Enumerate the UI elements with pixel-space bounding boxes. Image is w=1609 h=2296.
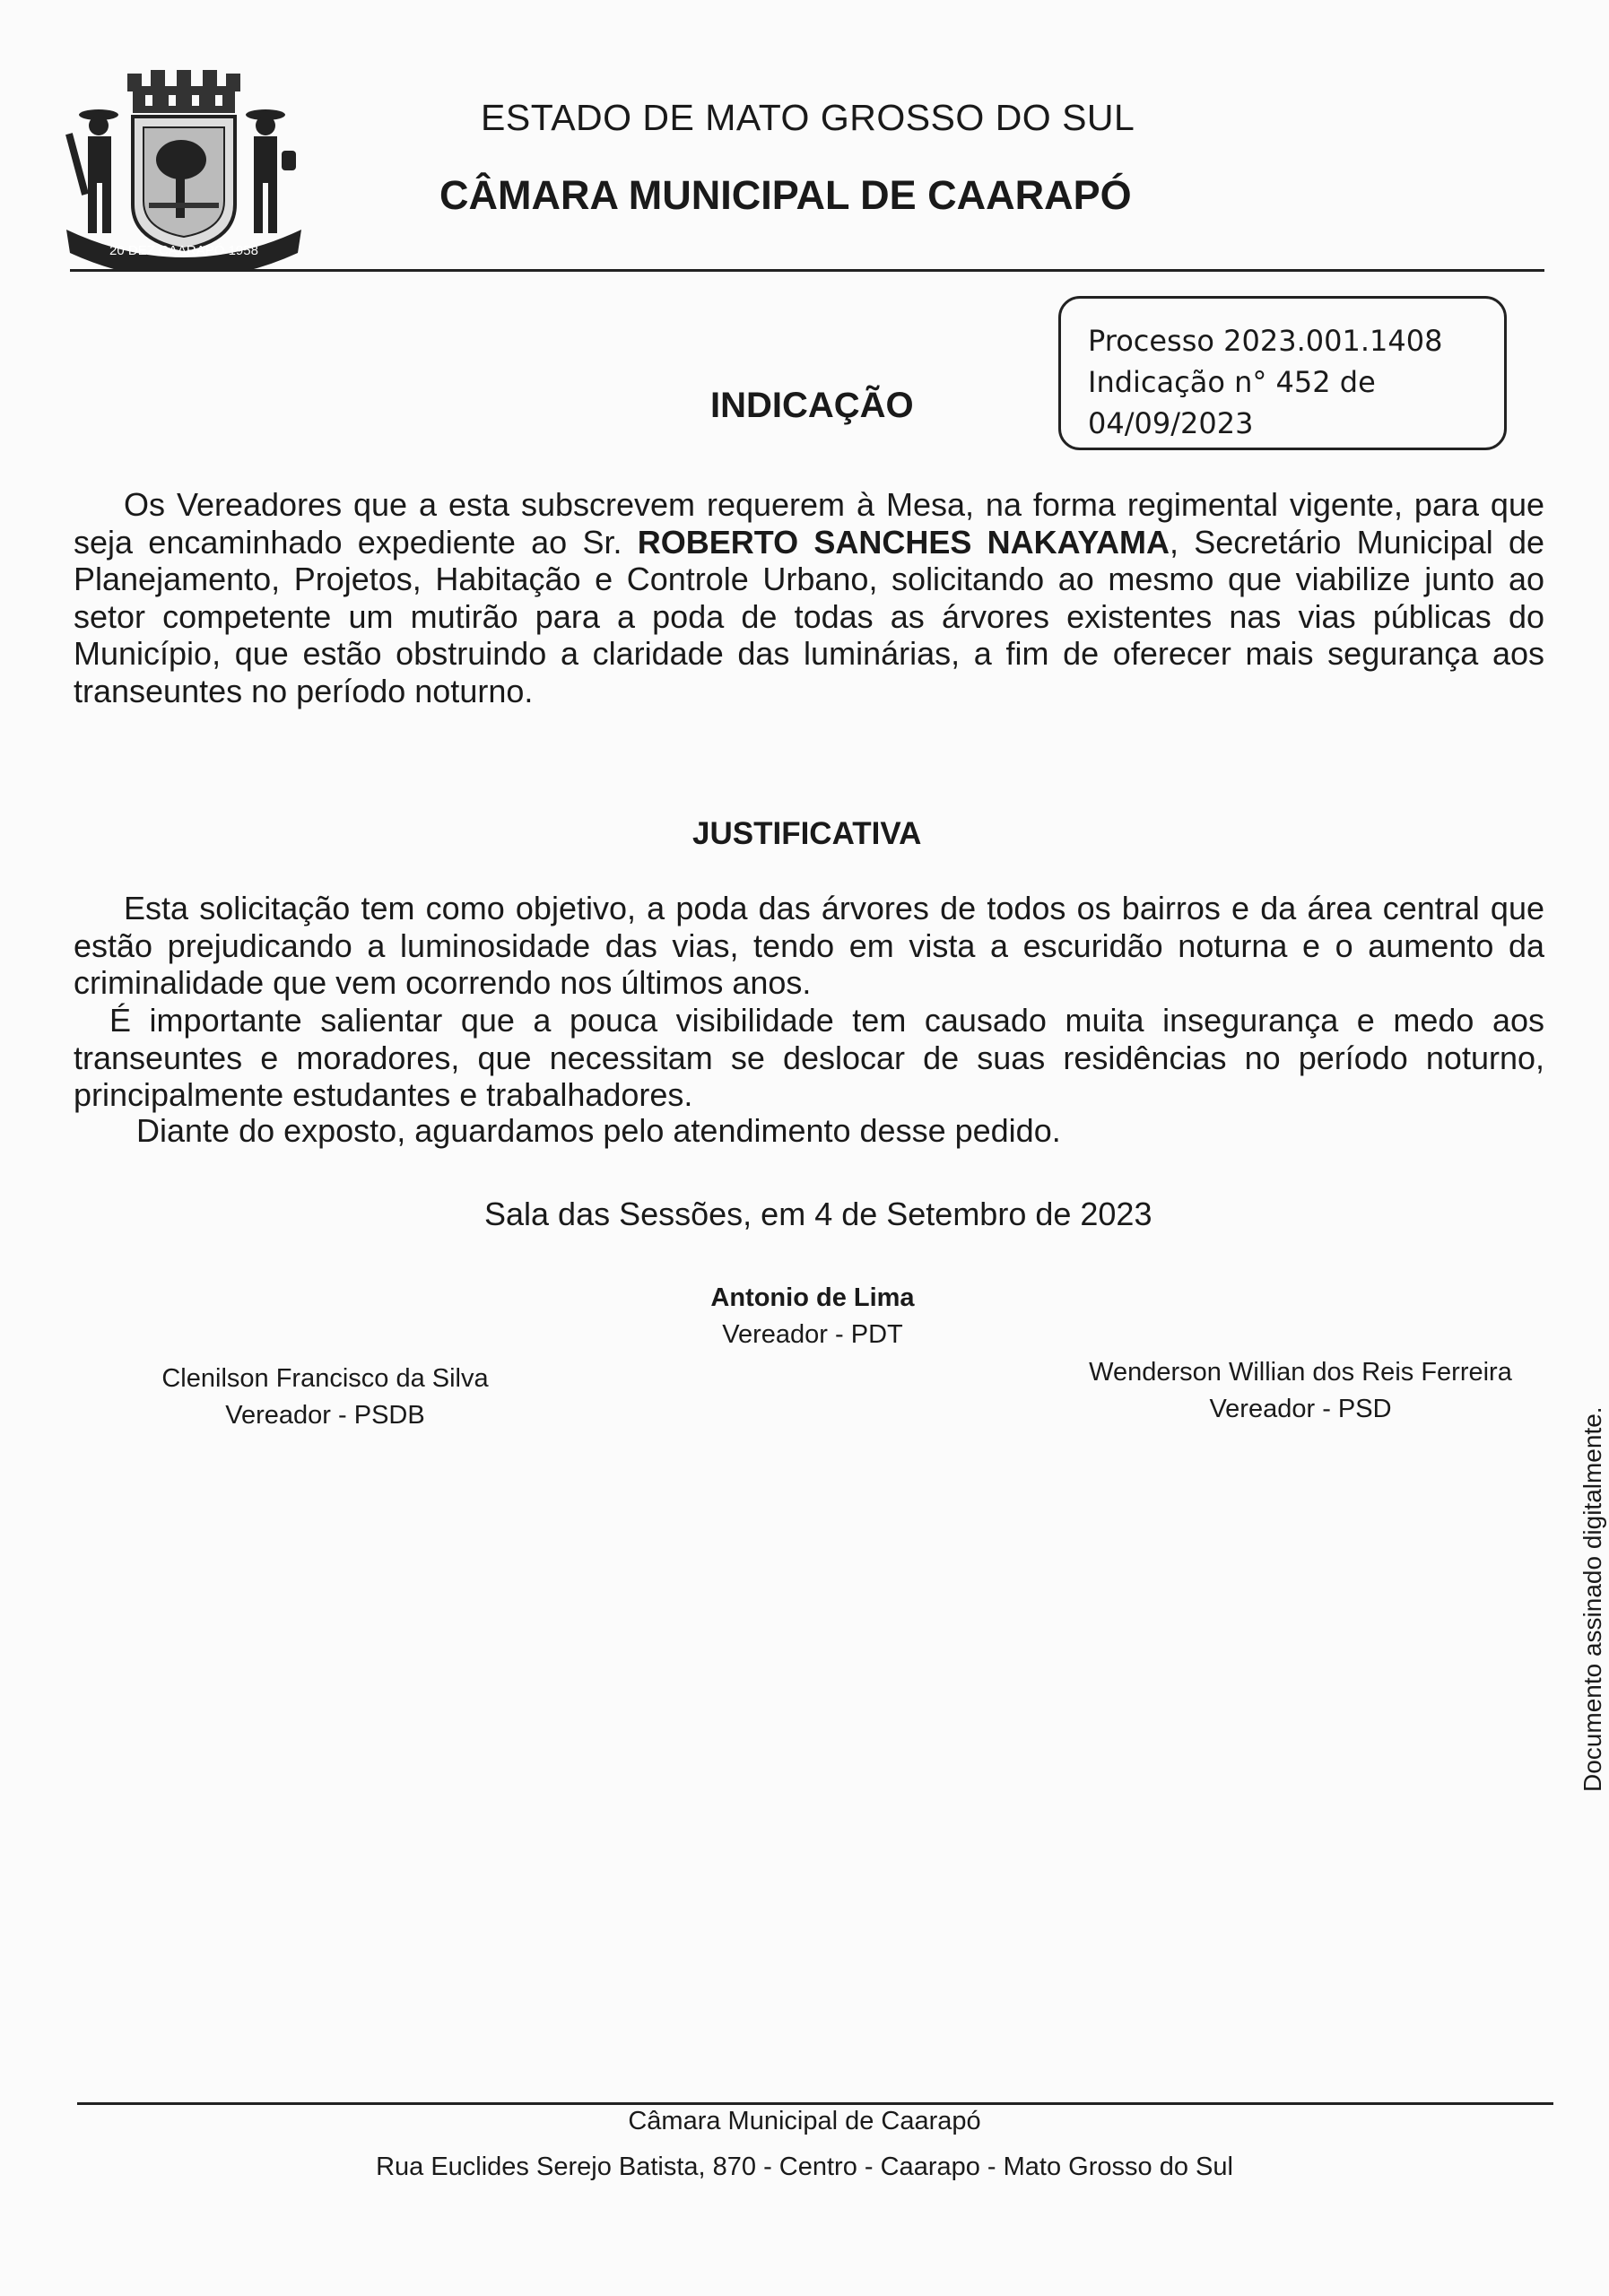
footer-divider bbox=[77, 2102, 1553, 2105]
state-heading: ESTADO DE MATO GROSSO DO SUL bbox=[481, 97, 1135, 138]
indicacao-body-start: Os Vereadores que a esta subscrevem requerem à Mesa, na forma regimental vigente, para que seja encaminhado expediente ao Sr. bbox=[74, 486, 1544, 561]
session-date-line: Sala das Sessões, em 4 de Setembro de 2023 bbox=[484, 1196, 1152, 1232]
footer-address: Rua Euclides Serejo Batista, 870 - Centro - Caarapo - Mato Grosso do Sul bbox=[376, 2152, 1233, 2181]
justificativa-paragraph-2 bbox=[74, 1002, 1544, 1114]
signature-center bbox=[633, 1280, 992, 1353]
header-divider bbox=[70, 269, 1544, 272]
signature-right-name: Wenderson Willian dos Reis Ferreira bbox=[1089, 1358, 1512, 1387]
signature-right bbox=[1049, 1354, 1552, 1428]
stamp-process-number: Processo 2023.001.1408 bbox=[1088, 324, 1443, 358]
justificativa-p3-text: Diante do exposto, aguardamos pelo atendimento desse pedido. bbox=[136, 1112, 1061, 1149]
justificativa-paragraph-1 bbox=[74, 890, 1544, 1002]
coat-of-arms-icon bbox=[63, 70, 305, 272]
chamber-heading: CÂMARA MUNICIPAL DE CAARAPÓ bbox=[439, 172, 1132, 218]
signature-left-name: Clenilson Francisco da Silva bbox=[161, 1364, 489, 1393]
crest-ribbon-text: 20 DEZ CAARAPÓ 1958 bbox=[109, 243, 258, 258]
digital-signature-note: Documento assinado digitalmente. bbox=[1579, 1406, 1606, 1792]
signature-center-role: Vereador - PDT bbox=[722, 1320, 903, 1349]
signature-left-role: Vereador - PSDB bbox=[225, 1401, 425, 1430]
signature-center-name: Antonio de Lima bbox=[710, 1283, 915, 1312]
justificativa-p2-text: É importante salientar que a pouca visibilidade tem causado muita insegurança e medo aos transeuntes e moradores, que necessitam se deslocar de suas residências no período noturno, principalmente estudantes e trabalhadores. bbox=[74, 1002, 1544, 1113]
signature-right-role: Vereador - PSD bbox=[1209, 1395, 1392, 1423]
process-stamp bbox=[1058, 296, 1507, 450]
indicacao-title: INDICAÇÃO bbox=[710, 386, 914, 425]
footer-institution: Câmara Municipal de Caarapó bbox=[628, 2107, 981, 2135]
stamp-indicacao-number: Indicação n° 452 de bbox=[1088, 365, 1376, 399]
indicacao-addressee: ROBERTO SANCHES NAKAYAMA bbox=[637, 523, 1170, 561]
indicacao-body-end: , Secretário Municipal de Planejamento, Projetos, Habitação e Controle Urbano, solicitando ao mesmo que viabilize junto ao setor competente um mutirão para a poda de todas as árvores existentes nas vias públicas do Município, que estão obstruindo a claridade das luminárias, a fim de oferecer mais segurança aos transeuntes no período noturno. bbox=[74, 523, 1545, 709]
signature-left bbox=[126, 1361, 525, 1434]
stamp-date: 04/09/2023 bbox=[1088, 406, 1254, 440]
justificativa-paragraph-3 bbox=[74, 1112, 1544, 1150]
justificativa-p1-text: Esta solicitação tem como objetivo, a poda das árvores de todos os bairros e da área central que estão prejudicando a luminosidade das vias, tendo em vista a escuridão noturna e o aumento da criminalidade que vem ocorrendo nos últimos anos. bbox=[74, 890, 1544, 1001]
indicacao-body bbox=[74, 486, 1544, 709]
justificativa-title: JUSTIFICATIVA bbox=[692, 816, 922, 851]
